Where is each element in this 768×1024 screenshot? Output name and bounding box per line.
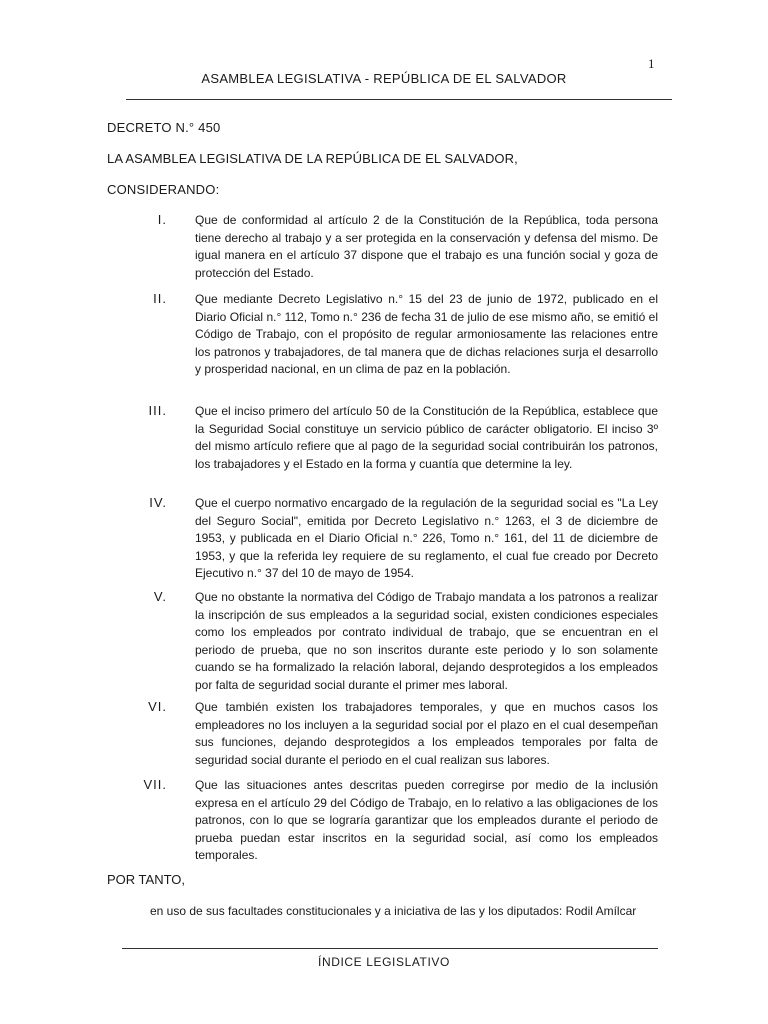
consideration-numeral: IV. xyxy=(149,495,167,510)
header-divider xyxy=(126,99,672,100)
consideration-text: Que el inciso primero del artículo 50 de la Constitución de la República, establece que la Seguridad Social constituye un servicio público de carácter obligatorio. El inciso 3º del mismo artículo refiere que al pago de la seguridad social contribuirán los patronos, los trabajadores y el Estado en la forma y cuantía que determine la ley. xyxy=(195,404,658,471)
footer-title: ÍNDICE LEGISLATIVO xyxy=(318,955,450,969)
consideration-text: Que también existen los trabajadores temporales, y que en muchos casos los empleadores no los incluyen a la seguridad social por el plazo en el cual desempeñan sus funciones, dejando desprotegidos a los empleados temporales por falta de seguridad social durante el periodo en el cual realizan sus labores. xyxy=(195,700,658,767)
consideration-numeral: II. xyxy=(153,291,167,306)
consideration-numeral: VII. xyxy=(143,777,167,792)
consideration-numeral: I. xyxy=(157,212,167,227)
considering-label: CONSIDERANDO: xyxy=(107,182,220,197)
therefore-label: POR TANTO, xyxy=(107,872,186,887)
assembly-heading: LA ASAMBLEA LEGISLATIVA DE LA REPÚBLICA DE EL SALVADOR, xyxy=(107,151,518,166)
consideration-numeral: VI. xyxy=(148,699,167,714)
header-title: ASAMBLEA LEGISLATIVA - REPÚBLICA DE EL SALVADOR xyxy=(201,71,567,86)
consideration-text: Que mediante Decreto Legislativo n.° 15 del 23 de junio de 1972, publicado en el Diario Oficial n.° 112, Tomo n.° 236 de fecha 31 de julio de ese mismo año, se emitió el Código de Trabajo, con el propósito de regular armoniosamente las relaciones entre los patronos y trabajadores, de tal manera que de dichas relaciones surja el desarrollo y prosperidad nacional, en un clima de paz en la población. xyxy=(195,292,658,376)
closing-text: en uso de sus facultades constitucionales y a iniciativa de las y los diputados: Rodil Amílcar xyxy=(150,904,637,918)
consideration-numeral: V. xyxy=(153,589,167,604)
consideration-text: Que las situaciones antes descritas pueden corregirse por medio de la inclusión expresa en el artículo 29 del Código de Trabajo, en lo relativo a las obligaciones de los patronos, con lo que se lograría garantizar que los empleados durante el periodo de prueba puedan estar inscritos en la seguridad social, así como los empleados temporales. xyxy=(195,778,658,862)
page-number: 1 xyxy=(648,56,655,71)
consideration-numeral: III. xyxy=(148,403,167,418)
consideration-text: Que de conformidad al artículo 2 de la Constitución de la República, toda persona tiene derecho al trabajo y a ser protegida en la conservación y defensa del mismo. De igual manera en el artículo 37 dispone que el trabajo es una función social y goza de protección del Estado. xyxy=(195,213,658,280)
consideration-text: Que el cuerpo normativo encargado de la regulación de la seguridad social es "La Ley del Seguro Social", emitida por Decreto Legislativo n.° 1263, el 3 de diciembre de 1953, y publicada en el Diario Oficial n.° 226, Tomo n.° 161, del 11 de diciembre de 1953, y que la referida ley requiere de su reglamento, el cual fue creado por Decreto Ejecutivo n.° 37 del 10 de mayo de 1954. xyxy=(195,496,658,580)
consideration-text: Que no obstante la normativa del Código de Trabajo mandata a los patronos a realizar la inscripción de sus empleados a la seguridad social, existen condiciones especiales como los empleados por contrato individual de trabajo, que se encuentran en el periodo de prueba, que no son inscritos durante este periodo y lo son solamente cuando se ha formalizado la relación laboral, dejando desprotegidos a los empleados por falta de seguridad social durante el primer mes laboral. xyxy=(195,590,658,692)
footer-divider xyxy=(122,948,658,949)
decree-number: DECRETO N.° 450 xyxy=(107,120,221,135)
